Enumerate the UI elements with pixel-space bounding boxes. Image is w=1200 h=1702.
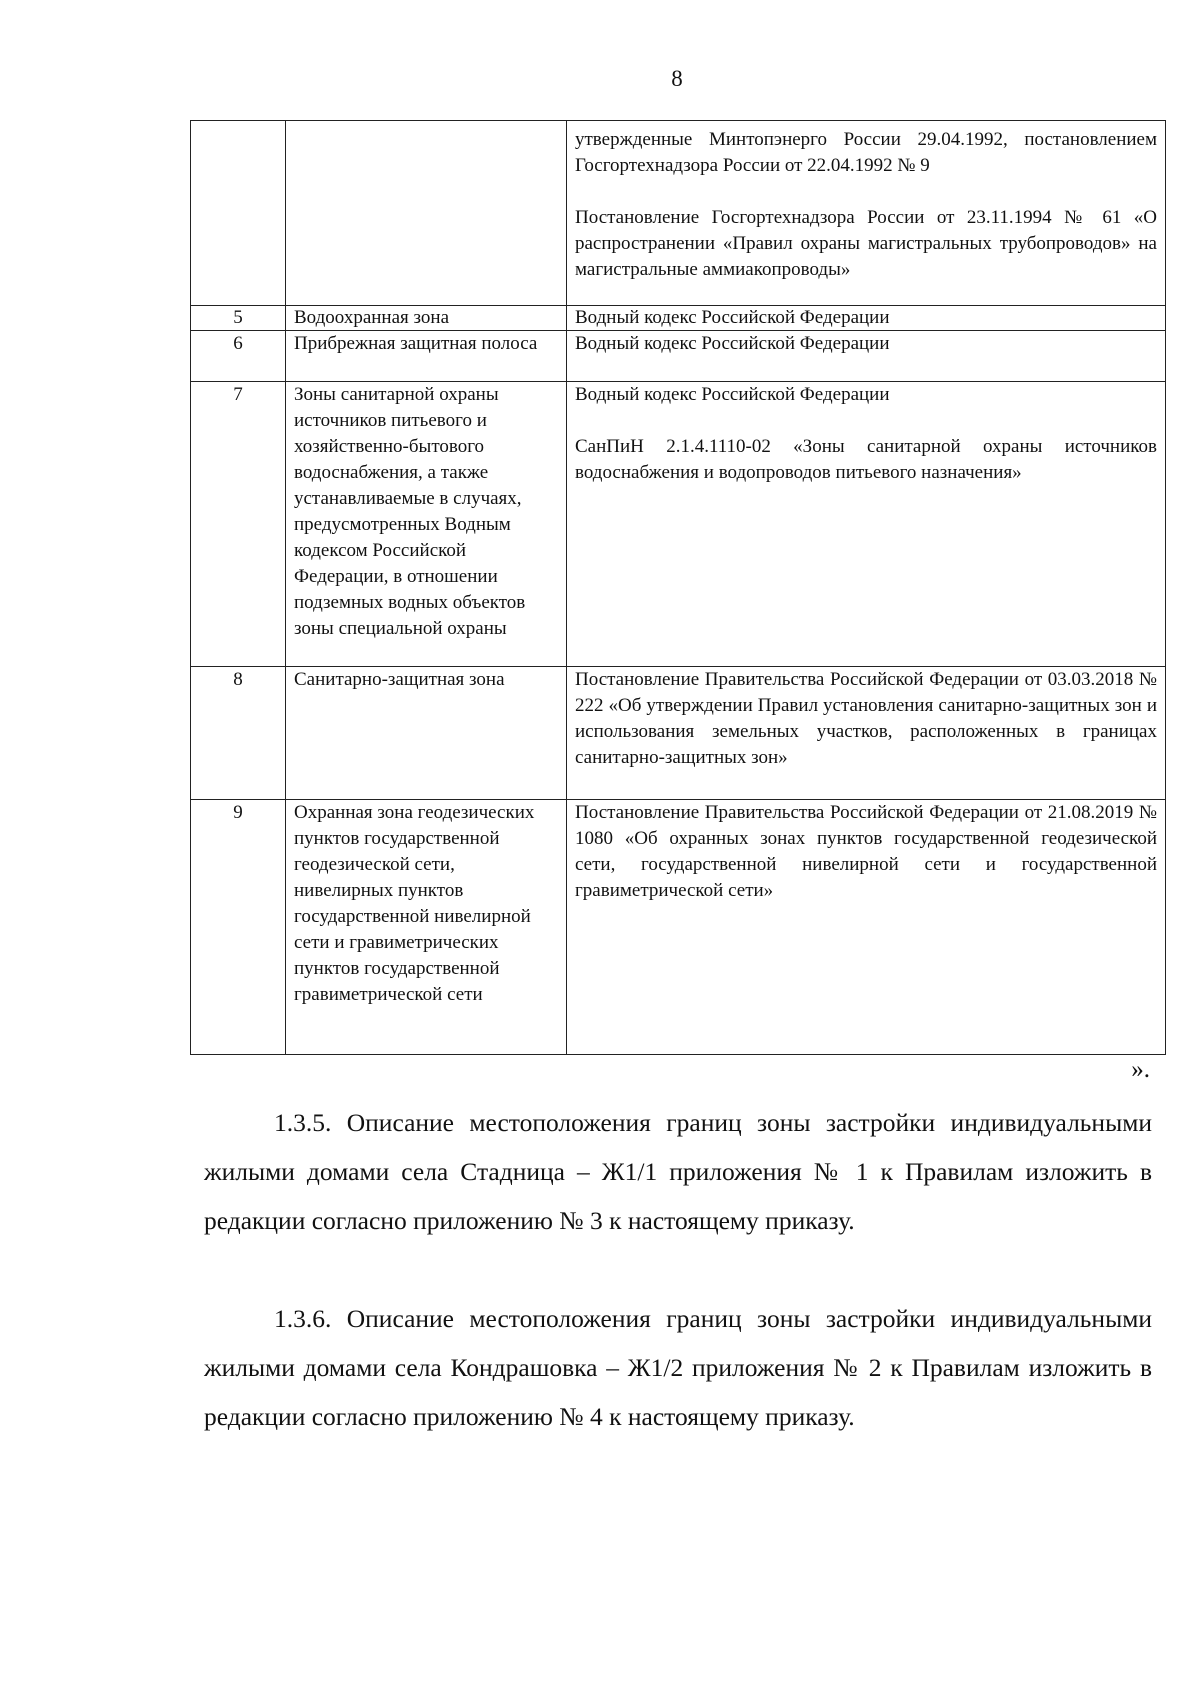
row-number: 6 xyxy=(191,331,286,382)
zone-documents xyxy=(567,331,1166,382)
document-ref: Постановление Правительства Российской Федерации от 21.08.2019 № 1080 «Об охранных зонах пунктов государственной геодезической сети, государственной нивелирной сети и государственной гравиметрической сети» xyxy=(575,802,1157,901)
document-ref: Постановление Правительства Российской Федерации от 03.03.2018 № 222 «Об утверждении Правил установления санитарно-защитных зон и использования земельных участков, расположенных в границах санитарно-защитных зон» xyxy=(575,669,1157,768)
table-row-continuation xyxy=(191,121,1166,306)
zone-documents xyxy=(567,382,1166,667)
paragraph-1-3-6: 1.3.6. Описание местоположения границ зоны застройки индивидуальными жилыми домами села Кондрашовка – Ж1/2 приложения № 2 к Правилам изложить в редакции согласно приложению № 4 к настоящему приказу. xyxy=(204,1304,1152,1431)
document-ref: Водный кодекс Российской Федерации xyxy=(575,307,890,328)
zone-documents xyxy=(567,121,1166,306)
zone-name: Прибрежная защитная полоса xyxy=(286,331,567,382)
row-number: 8 xyxy=(191,667,286,800)
paragraph-1-3-5: 1.3.5. Описание местоположения границ зоны застройки индивидуальными жилыми домами села Стадница – Ж1/1 приложения № 1 к Правилам изложить в редакции согласно приложению № 3 к настоящему приказу. xyxy=(204,1108,1152,1235)
table-row-7 xyxy=(191,382,1166,667)
zone-name xyxy=(286,121,567,306)
zone-documents xyxy=(567,667,1166,800)
page-number: 8 xyxy=(671,66,683,91)
table-row-9 xyxy=(191,800,1166,1055)
row-number: 5 xyxy=(191,306,286,331)
zone-name: Водоохранная зона xyxy=(286,306,567,331)
table-row-6 xyxy=(191,331,1166,382)
document-ref: Водный кодекс Российской Федерации xyxy=(575,384,890,405)
document-ref: СанПиН 2.1.4.1110-02 «Зоны санитарной охраны источников водоснабжения и водопроводов питьевого назначения» xyxy=(575,436,1157,483)
zone-name: Санитарно-защитная зона xyxy=(286,667,567,800)
document-ref: утвержденные Минтопэнерго России 29.04.1992, постановлением Госгортехнадзора России от 22.04.1992 № 9 xyxy=(575,129,1157,176)
zones-table xyxy=(190,120,1166,1055)
document-ref: Постановление Госгортехнадзора России от 23.11.1994 № 61 «О распространении «Правил охраны магистральных трубопроводов» на магистральные аммиакопроводы» xyxy=(575,207,1157,280)
row-number xyxy=(191,121,286,306)
row-number: 7 xyxy=(191,382,286,667)
zone-name: Охранная зона геодезических пунктов государственной геодезической сети, нивелирных пунктов государственной нивелирной сети и гравиметрических пунктов государственной гравиметрической сети xyxy=(286,800,567,1055)
zone-documents xyxy=(567,306,1166,331)
table-row-5 xyxy=(191,306,1166,331)
row-number: 9 xyxy=(191,800,286,1055)
closing-quote: ». xyxy=(1131,1056,1150,1083)
table-row-8 xyxy=(191,667,1166,800)
zone-name: Зоны санитарной охраны источников питьевого и хозяйственно-бытового водоснабжения, а также устанавливаемые в случаях, предусмотренных Водным кодексом Российской Федерации, в отношении подземных водных объектов зоны специальной охраны xyxy=(286,382,567,667)
zone-documents xyxy=(567,800,1166,1055)
document-ref: Водный кодекс Российской Федерации xyxy=(575,333,890,354)
